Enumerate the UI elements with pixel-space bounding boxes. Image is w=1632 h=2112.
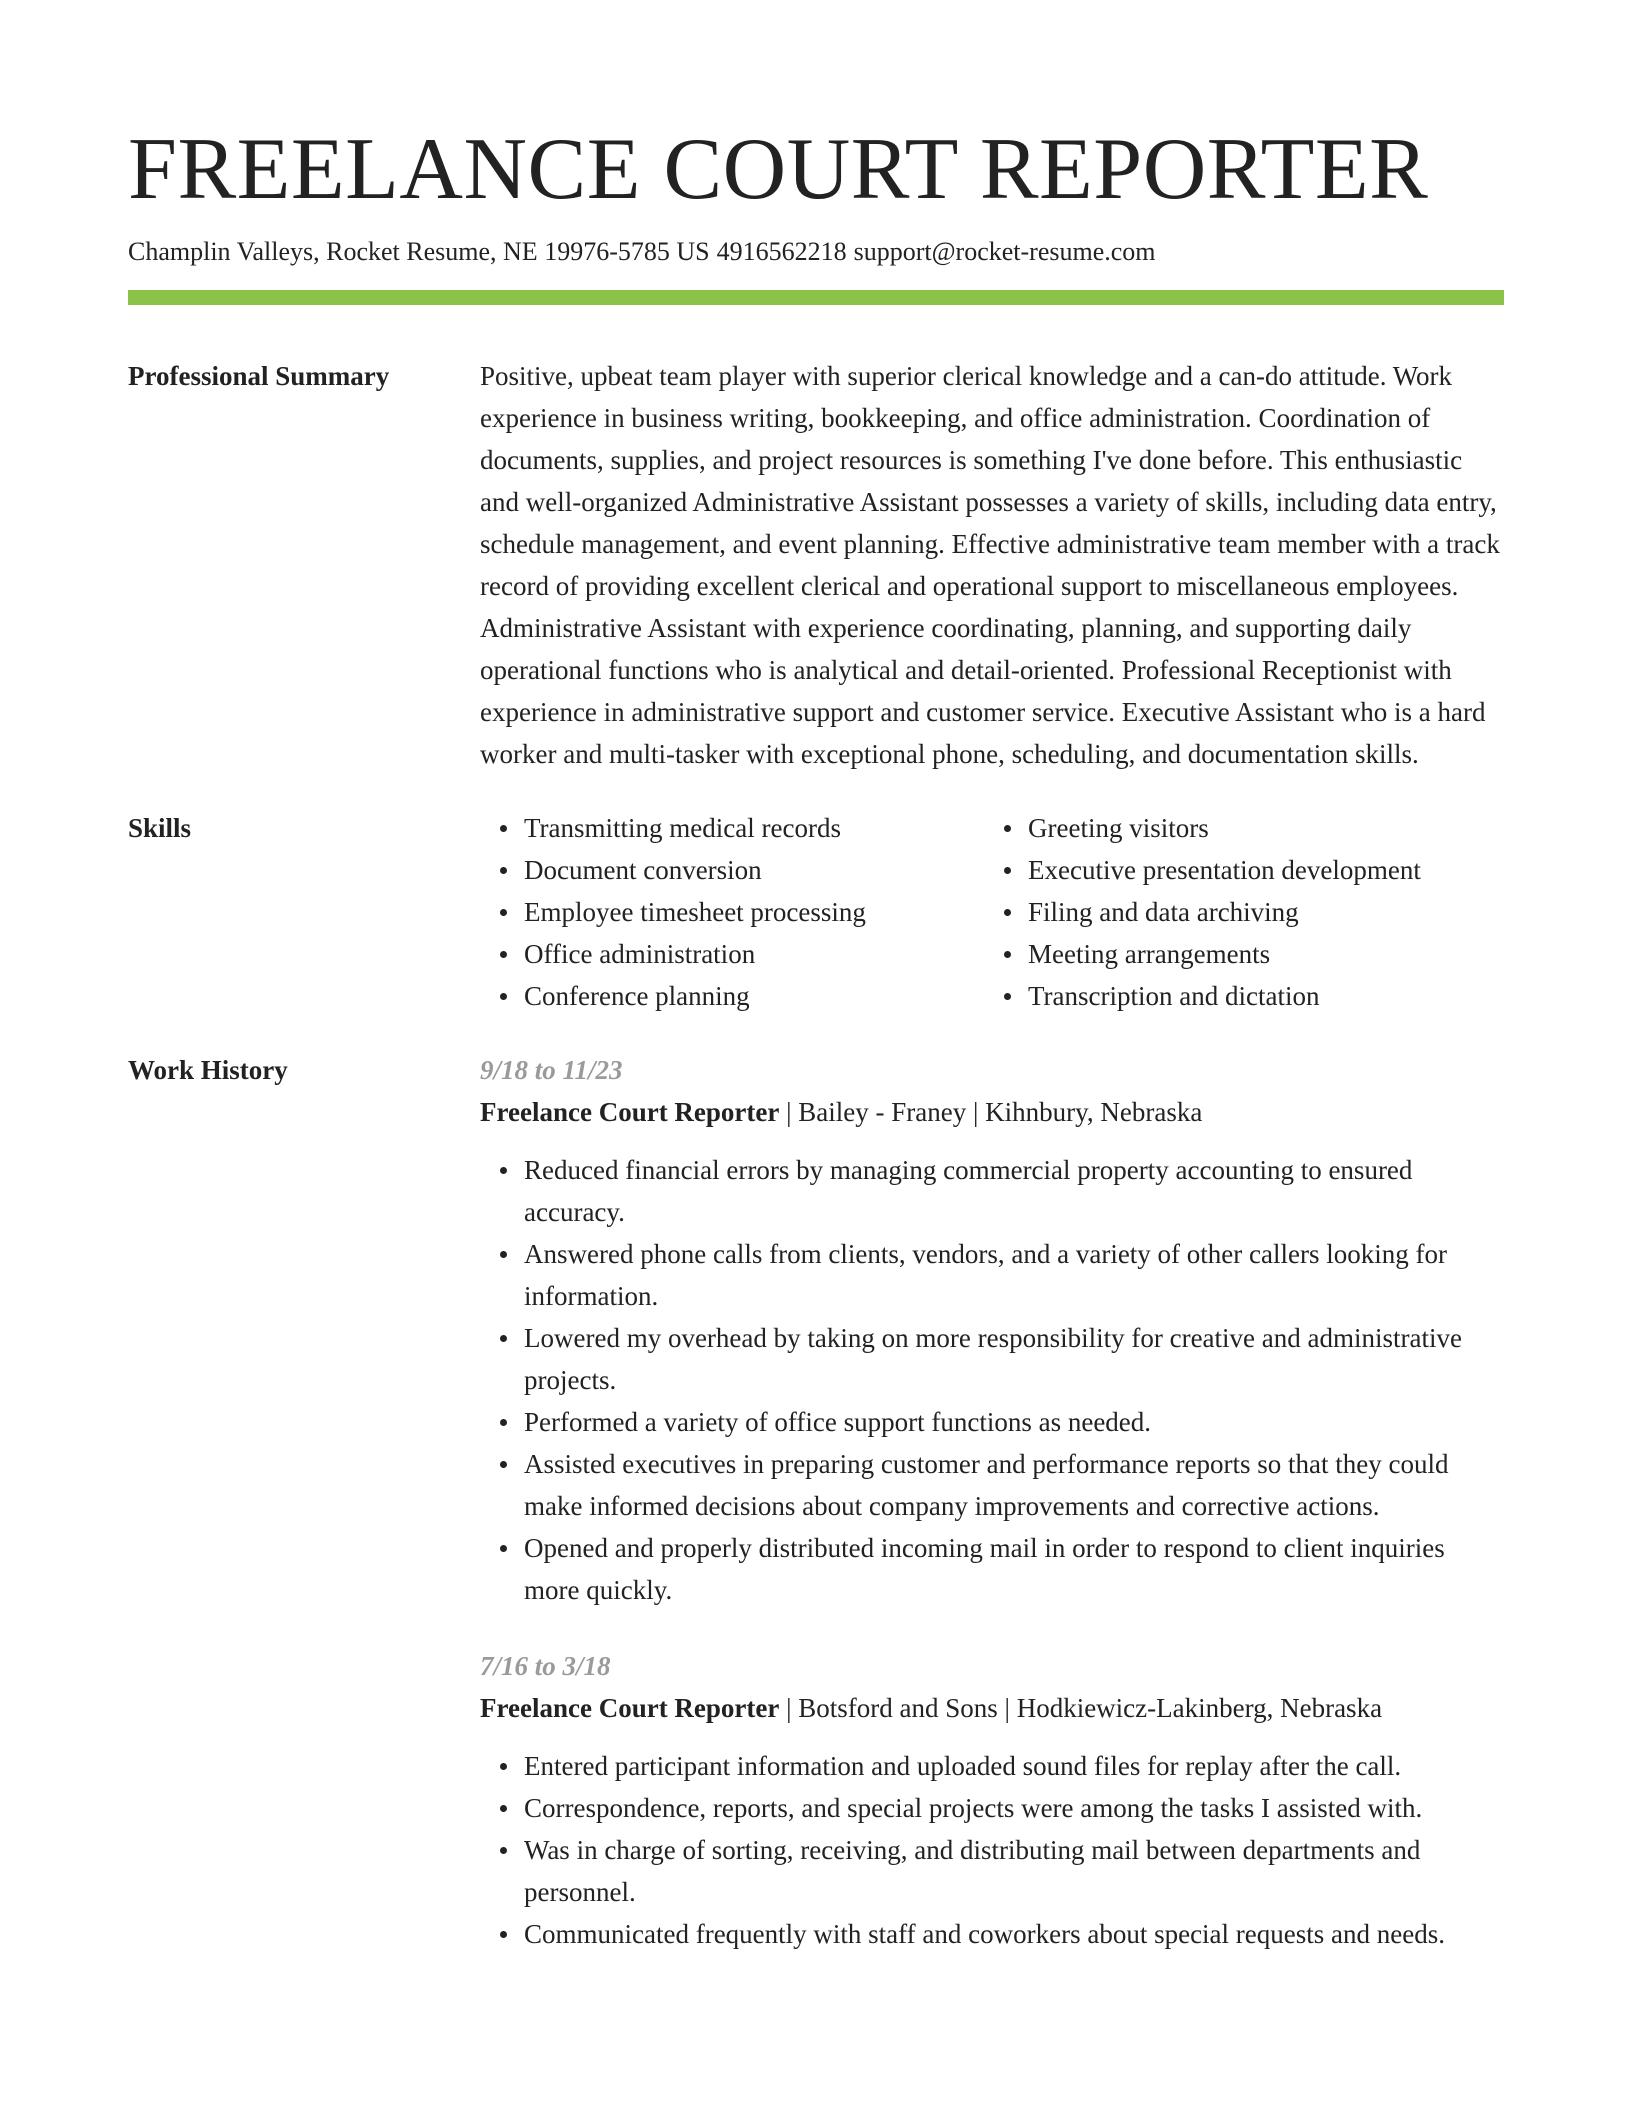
job-employer-location: | Botsford and Sons | Hodkiewicz-Lakinberg, Nebraska: [779, 1693, 1383, 1723]
header-divider: [128, 290, 1504, 305]
job-duty: Assisted executives in preparing customer and performance reports so that they could make informed decisions about company improvements and corrective actions.: [524, 1443, 1504, 1527]
skills-body: [480, 807, 1504, 1017]
skill-item: Transcription and dictation: [1028, 975, 1488, 1017]
skills-grid: [480, 807, 1504, 1017]
job-duty: Opened and properly distributed incoming mail in order to respond to client inquiries more quickly.: [524, 1527, 1504, 1611]
job-duties-list: [480, 1149, 1504, 1611]
skills-column-left: [480, 807, 984, 1017]
job-duty: Reduced financial errors by managing commercial property accounting to ensured accuracy.: [524, 1149, 1504, 1233]
job-duty: Correspondence, reports, and special projects were among the tasks I assisted with.: [524, 1787, 1504, 1829]
resume-name: FREELANCE COURT REPORTER: [128, 121, 1429, 218]
section-label-skills: Skills: [128, 813, 192, 843]
work-history-body: [480, 1049, 1504, 1955]
job-title: Freelance Court Reporter: [480, 1097, 780, 1127]
job-title: Freelance Court Reporter: [480, 1693, 780, 1723]
skills-column-right: [984, 807, 1488, 1017]
skill-item: Transmitting medical records: [524, 807, 984, 849]
resume-page: [128, 118, 1504, 1955]
job-duties-list: [480, 1745, 1504, 1955]
skill-item: Filing and data archiving: [1028, 891, 1488, 933]
job-duty: Lowered my overhead by taking on more responsibility for creative and administrative projects.: [524, 1317, 1504, 1401]
job-duty: Answered phone calls from clients, vendors, and a variety of other callers looking for information.: [524, 1233, 1504, 1317]
job-duty: Entered participant information and uploaded sound files for replay after the call.: [524, 1745, 1504, 1787]
job-duty: Was in charge of sorting, receiving, and distributing mail between departments and personnel.: [524, 1829, 1504, 1913]
skill-item: Employee timesheet processing: [524, 891, 984, 933]
section-label-work-history: Work History: [128, 1055, 288, 1085]
contact-phone: 4916562218: [716, 237, 847, 266]
skill-item: Document conversion: [524, 849, 984, 891]
job-duty: Performed a variety of office support functions as needed.: [524, 1401, 1504, 1443]
skill-item: Meeting arrangements: [1028, 933, 1488, 975]
skill-item: Conference planning: [524, 975, 984, 1017]
job-employer-location: | Bailey - Franey | Kihnbury, Nebraska: [779, 1097, 1203, 1127]
job-entry: [480, 1049, 1504, 1611]
job-dates: 9/18 to 11/23: [480, 1055, 623, 1085]
contact-line: [128, 234, 1504, 270]
summary-body: [480, 355, 1504, 775]
job-header: [480, 1687, 1504, 1729]
contact-address: Champlin Valleys, Rocket Resume, NE 19976-5785 US: [128, 237, 710, 266]
skill-item: Executive presentation development: [1028, 849, 1488, 891]
contact-email: support@rocket-resume.com: [853, 237, 1156, 266]
skill-item: Office administration: [524, 933, 984, 975]
job-duty: Communicated frequently with staff and coworkers about special requests and needs.: [524, 1913, 1504, 1955]
section-label-summary: Professional Summary: [128, 361, 390, 391]
skills-section: [128, 807, 1504, 1017]
job-header: [480, 1091, 1504, 1133]
skill-item: Greeting visitors: [1028, 807, 1488, 849]
job-entry: [480, 1645, 1504, 1955]
summary-text: Positive, upbeat team player with superior clerical knowledge and a can-do attitude. Work experience in business writing, bookkeeping, and office administration. Coordination of documents, supplies, and project resources is something I've done before. This enthusiastic and well-organized Administrative Assistant possesses a variety of skills, including data entry, schedule management, and event planning. Effective administrative team member with a track record of providing excellent clerical and operational support to miscellaneous employees. Administrative Assistant with experience coordinating, planning, and supporting daily operational functions who is analytical and detail-oriented. Professional Receptionist with experience in administrative support and customer service. Executive Assistant who is a hard worker and multi-tasker with exceptional phone, scheduling, and documentation skills.: [480, 361, 1500, 769]
professional-summary-section: [128, 355, 1504, 775]
work-history-section: [128, 1049, 1504, 1955]
job-dates: 7/16 to 3/18: [480, 1651, 611, 1681]
